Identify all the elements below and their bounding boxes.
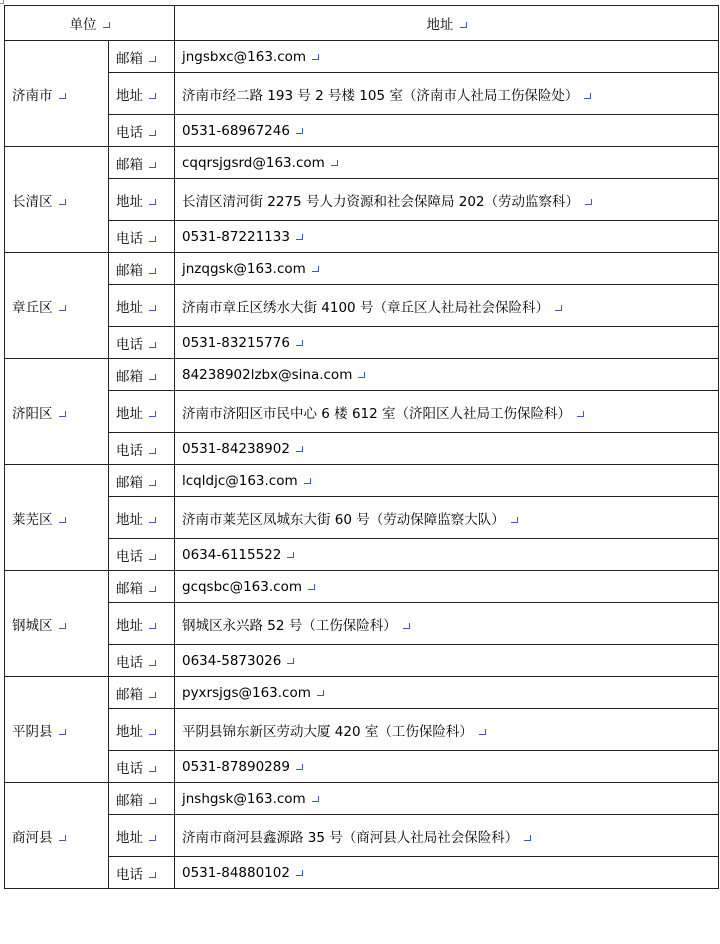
email-value — [175, 465, 719, 497]
paragraph-mark-icon — [511, 517, 518, 523]
table-row — [5, 41, 719, 73]
paragraph-mark-icon — [149, 480, 156, 486]
phone-value-text: 0531-68967246 — [182, 122, 290, 139]
paragraph-mark-icon — [149, 305, 156, 311]
contact-table-page — [4, 5, 718, 889]
unit-name — [5, 147, 109, 253]
paragraph-mark-icon — [149, 93, 156, 99]
label-email-text: 邮箱 — [116, 686, 143, 703]
paragraph-mark-icon — [149, 872, 156, 878]
phone-value-text: 0531-87890289 — [182, 758, 290, 775]
label-phone-text: 电话 — [116, 760, 143, 777]
paragraph-mark-icon — [149, 411, 156, 417]
paragraph-mark-icon — [149, 623, 156, 629]
label-address — [109, 497, 175, 539]
label-address — [109, 73, 175, 115]
table-row — [5, 497, 719, 539]
paragraph-mark-icon — [149, 374, 156, 380]
label-email-text: 邮箱 — [116, 368, 143, 385]
email-value-text: cqqrsjgsrd@163.com — [182, 154, 325, 171]
email-value — [175, 677, 719, 709]
phone-value — [175, 645, 719, 677]
paragraph-mark-icon — [524, 835, 531, 841]
address-value — [175, 497, 719, 539]
paragraph-mark-icon — [585, 199, 592, 205]
label-email — [109, 465, 175, 497]
label-email-text: 邮箱 — [116, 792, 143, 809]
paragraph-mark-icon — [149, 56, 156, 62]
unit-name-text: 钢城区 — [12, 617, 53, 634]
paragraph-mark-icon — [479, 729, 486, 735]
paragraph-mark-icon — [149, 199, 156, 205]
paragraph-mark-icon — [149, 517, 156, 523]
paragraph-mark-icon — [287, 552, 294, 558]
paragraph-mark-icon — [577, 411, 584, 417]
header-address: 地址 — [175, 6, 719, 41]
paragraph-mark-icon — [296, 764, 303, 770]
label-address — [109, 603, 175, 645]
table-row — [5, 147, 719, 179]
phone-value — [175, 221, 719, 253]
label-phone-text: 电话 — [116, 654, 143, 671]
email-value-text: jnzqgsk@163.com — [182, 260, 306, 277]
unit-name-text: 商河县 — [12, 829, 53, 846]
table-row — [5, 221, 719, 253]
paragraph-mark-icon — [149, 692, 156, 698]
label-address — [109, 391, 175, 433]
email-value — [175, 783, 719, 815]
email-value — [175, 253, 719, 285]
phone-value-text: 0531-87221133 — [182, 228, 290, 245]
email-value — [175, 41, 719, 73]
phone-value — [175, 857, 719, 889]
paragraph-mark-icon — [403, 623, 410, 629]
label-phone — [109, 327, 175, 359]
address-value — [175, 815, 719, 857]
paragraph-mark-icon — [312, 266, 319, 272]
label-email — [109, 571, 175, 603]
unit-name — [5, 359, 109, 465]
paragraph-mark-icon — [149, 236, 156, 242]
paragraph-mark-icon — [59, 199, 66, 205]
label-email — [109, 253, 175, 285]
phone-value-text: 0531-84880102 — [182, 864, 290, 881]
table-row — [5, 465, 719, 497]
paragraph-mark-icon — [287, 658, 294, 664]
paragraph-mark-icon — [59, 411, 66, 417]
label-address — [109, 815, 175, 857]
address-value — [175, 285, 719, 327]
paragraph-mark-icon — [149, 835, 156, 841]
paragraph-mark-icon — [296, 446, 303, 452]
address-value-text: 长清区清河街 2275 号人力资源和社会保障局 202（劳动监察科） — [182, 193, 579, 210]
label-phone-text: 电话 — [116, 866, 143, 883]
paragraph-mark-icon — [296, 870, 303, 876]
table-row — [5, 539, 719, 571]
unit-name-text: 平阴县 — [12, 723, 53, 740]
paragraph-mark-icon — [59, 93, 66, 99]
paragraph-mark-icon — [149, 766, 156, 772]
paragraph-mark-icon — [308, 584, 315, 590]
paragraph-mark-icon — [149, 729, 156, 735]
unit-name — [5, 783, 109, 889]
paragraph-mark-icon — [149, 162, 156, 168]
paragraph-mark-icon — [149, 130, 156, 136]
label-phone-text: 电话 — [116, 230, 143, 247]
table-row — [5, 815, 719, 857]
paragraph-mark-icon — [296, 128, 303, 134]
label-address-text: 地址 — [116, 299, 143, 316]
label-address — [109, 179, 175, 221]
paragraph-mark-icon — [59, 305, 66, 311]
address-value-text: 济南市章丘区绣水大街 4100 号（章丘区人社局社会保险科） — [182, 299, 549, 316]
table-body — [5, 41, 719, 889]
address-value-text: 平阴县锦东新区劳动大厦 420 室（工伤保险科） — [182, 723, 473, 740]
paragraph-mark-icon — [296, 234, 303, 240]
phone-value — [175, 539, 719, 571]
email-value-text: jngsbxc@163.com — [182, 48, 307, 65]
phone-value — [175, 115, 719, 147]
paragraph-mark-icon — [59, 517, 66, 523]
table-row — [5, 783, 719, 815]
table-row — [5, 391, 719, 433]
address-value — [175, 603, 719, 645]
table-row — [5, 285, 719, 327]
label-email-text: 邮箱 — [116, 580, 143, 597]
paragraph-mark-icon — [304, 478, 311, 484]
unit-name — [5, 41, 109, 147]
paragraph-mark-icon — [149, 342, 156, 348]
paragraph-mark-icon — [149, 586, 156, 592]
unit-name-text: 章丘区 — [12, 299, 53, 316]
unit-name-text: 济阳区 — [12, 405, 53, 422]
address-value — [175, 179, 719, 221]
table-header-row — [5, 6, 719, 41]
unit-name — [5, 465, 109, 571]
label-phone — [109, 751, 175, 783]
label-phone-text: 电话 — [116, 124, 143, 141]
unit-name-text: 济南市 — [12, 87, 53, 104]
address-value-text: 济南市商河县鑫源路 35 号（商河县人社局社会保险科） — [182, 829, 519, 846]
unit-name — [5, 253, 109, 359]
table-row — [5, 677, 719, 709]
label-email-text: 邮箱 — [116, 474, 143, 491]
email-value-text: gcqsbc@163.com — [182, 578, 302, 595]
email-value — [175, 571, 719, 603]
label-phone — [109, 857, 175, 889]
paragraph-mark-icon — [312, 54, 319, 60]
phone-value-text: 0634-6115522 — [182, 546, 282, 563]
table-row — [5, 115, 719, 147]
address-value — [175, 391, 719, 433]
label-email — [109, 359, 175, 391]
label-phone-text: 电话 — [116, 442, 143, 459]
email-value — [175, 147, 719, 179]
table-row — [5, 645, 719, 677]
table-row — [5, 359, 719, 391]
email-value-text: lcqldjc@163.com — [182, 472, 298, 489]
paragraph-mark-icon — [149, 268, 156, 274]
label-address-text: 地址 — [116, 723, 143, 740]
label-phone-text: 电话 — [116, 336, 143, 353]
address-value-text: 钢城区永兴路 52 号（工伤保险科） — [182, 617, 397, 634]
paragraph-mark-icon — [296, 340, 303, 346]
table-row — [5, 253, 719, 285]
label-email-text: 邮箱 — [116, 50, 143, 67]
table-row — [5, 327, 719, 359]
phone-value — [175, 327, 719, 359]
label-address-text: 地址 — [116, 617, 143, 634]
label-phone — [109, 539, 175, 571]
label-phone — [109, 221, 175, 253]
label-phone — [109, 433, 175, 465]
table-row — [5, 73, 719, 115]
phone-value-text: 0531-83215776 — [182, 334, 290, 351]
paragraph-mark-icon — [555, 305, 562, 311]
phone-value — [175, 433, 719, 465]
paragraph-mark-icon — [59, 835, 66, 841]
phone-value-text: 0634-5873026 — [182, 652, 282, 669]
label-phone — [109, 115, 175, 147]
paragraph-mark-icon — [317, 690, 324, 696]
label-address-text: 地址 — [116, 829, 143, 846]
paragraph-mark-icon — [312, 796, 319, 802]
label-address — [109, 285, 175, 327]
paragraph-mark-icon — [584, 93, 591, 99]
address-value-text: 济南市济阳区市民中心 6 楼 612 室（济阳区人社局工伤保险科） — [182, 405, 572, 422]
table-row — [5, 433, 719, 465]
paragraph-mark-icon — [149, 798, 156, 804]
unit-name-text: 长清区 — [12, 193, 53, 210]
paragraph-mark-icon — [59, 729, 66, 735]
phone-value — [175, 751, 719, 783]
label-address-text: 地址 — [116, 511, 143, 528]
paragraph-mark-icon — [149, 448, 156, 454]
table-row — [5, 709, 719, 751]
label-address-text: 地址 — [116, 405, 143, 422]
table-row — [5, 751, 719, 783]
label-email-text: 邮箱 — [116, 156, 143, 173]
address-value — [175, 73, 719, 115]
unit-name — [5, 677, 109, 783]
paragraph-mark-icon — [358, 372, 365, 378]
header-unit: 单位 — [5, 6, 175, 41]
label-email-text: 邮箱 — [116, 262, 143, 279]
address-value-text: 济南市莱芜区凤城东大街 60 号（劳动保障监察大队） — [182, 511, 505, 528]
phone-value-text: 0531-84238902 — [182, 440, 290, 457]
label-email — [109, 677, 175, 709]
table-row — [5, 571, 719, 603]
paragraph-mark-icon — [103, 22, 110, 28]
address-value — [175, 709, 719, 751]
unit-name — [5, 571, 109, 677]
label-address — [109, 709, 175, 751]
corner-mark — [0, 0, 4, 4]
email-value — [175, 359, 719, 391]
label-address-text: 地址 — [116, 87, 143, 104]
address-value-text: 济南市经二路 193 号 2 号楼 105 室（济南市人社局工伤保险处） — [182, 87, 579, 104]
contact-table — [4, 5, 719, 889]
label-email — [109, 783, 175, 815]
paragraph-mark-icon — [149, 660, 156, 666]
email-value-text: 84238902lzbx@sina.com — [182, 366, 353, 383]
paragraph-mark-icon — [331, 160, 338, 166]
label-phone — [109, 645, 175, 677]
paragraph-mark-icon — [460, 22, 467, 28]
label-email — [109, 147, 175, 179]
unit-name-text: 莱芜区 — [12, 511, 53, 528]
label-email — [109, 41, 175, 73]
table-row — [5, 857, 719, 889]
table-row — [5, 179, 719, 221]
label-address-text: 地址 — [116, 193, 143, 210]
email-value-text: pyxrsjgs@163.com — [182, 684, 311, 701]
paragraph-mark-icon — [59, 623, 66, 629]
paragraph-mark-icon — [149, 554, 156, 560]
label-phone-text: 电话 — [116, 548, 143, 565]
table-row — [5, 603, 719, 645]
email-value-text: jnshgsk@163.com — [182, 790, 306, 807]
